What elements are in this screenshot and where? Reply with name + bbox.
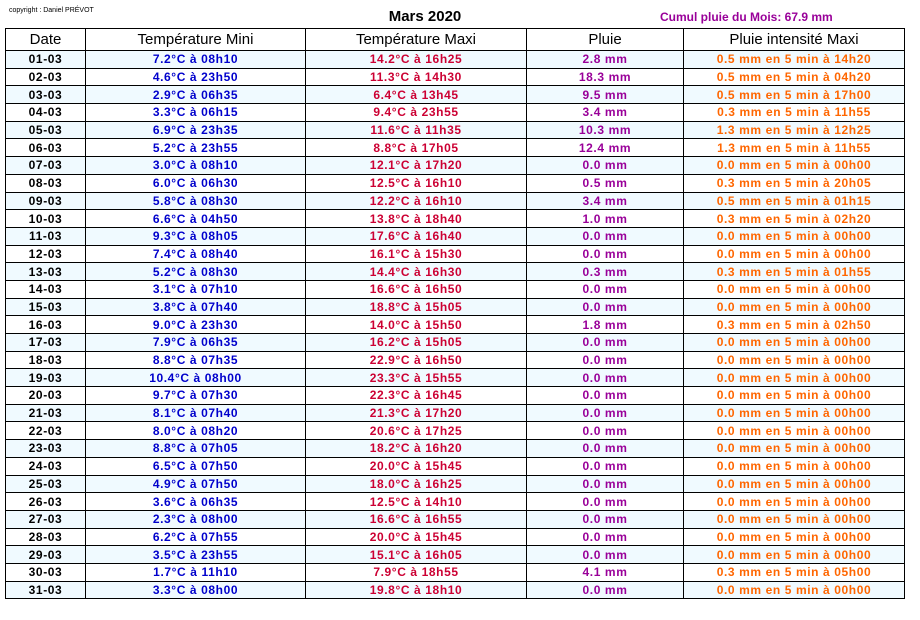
- cell-date: 11-03: [6, 227, 86, 245]
- cell-temp-max: 11.6°C à 11h35: [306, 121, 527, 139]
- cell-date: 30-03: [6, 563, 86, 581]
- table-row: [6, 86, 905, 104]
- cell-temp-max: 19.8°C à 18h10: [306, 581, 527, 599]
- cell-date: 26-03: [6, 493, 86, 511]
- cell-temp-max: 21.3°C à 17h20: [306, 404, 527, 422]
- table-row: [6, 440, 905, 458]
- table-row: [6, 280, 905, 298]
- cell-temp-max: 16.1°C à 15h30: [306, 245, 527, 263]
- cell-date: 21-03: [6, 404, 86, 422]
- header-temp-min: Température Mini: [86, 29, 306, 51]
- cell-rain-intensity: 0.0 mm en 5 min à 00h00: [684, 369, 905, 387]
- table-row: [6, 298, 905, 316]
- cell-rain: 0.0 mm: [527, 404, 684, 422]
- cell-rain-intensity: 0.0 mm en 5 min à 00h00: [684, 581, 905, 599]
- header-date: Date: [6, 29, 86, 51]
- cell-rain: 0.0 mm: [527, 351, 684, 369]
- cell-date: 06-03: [6, 139, 86, 157]
- cell-rain-intensity: 1.3 mm en 5 min à 11h55: [684, 139, 905, 157]
- cell-date: 17-03: [6, 334, 86, 352]
- cell-temp-min: 6.5°C à 07h50: [86, 457, 306, 475]
- cell-date: 23-03: [6, 440, 86, 458]
- cell-temp-max: 12.1°C à 17h20: [306, 157, 527, 175]
- cell-rain-intensity: 0.0 mm en 5 min à 00h00: [684, 493, 905, 511]
- cell-temp-max: 17.6°C à 16h40: [306, 227, 527, 245]
- cell-rain: 10.3 mm: [527, 121, 684, 139]
- cell-temp-min: 8.1°C à 07h40: [86, 404, 306, 422]
- cell-rain: 0.0 mm: [527, 528, 684, 546]
- table-row: [6, 493, 905, 511]
- cell-rain: 0.0 mm: [527, 510, 684, 528]
- table-row: [6, 404, 905, 422]
- cell-rain-intensity: 0.3 mm en 5 min à 02h50: [684, 316, 905, 334]
- cell-temp-max: 14.4°C à 16h30: [306, 263, 527, 281]
- cell-rain: 3.4 mm: [527, 104, 684, 122]
- cell-temp-min: 9.3°C à 08h05: [86, 227, 306, 245]
- cell-date: 27-03: [6, 510, 86, 528]
- cell-date: 10-03: [6, 210, 86, 228]
- table-row: [6, 68, 905, 86]
- cell-rain-intensity: 1.3 mm en 5 min à 12h25: [684, 121, 905, 139]
- cell-rain-intensity: 0.3 mm en 5 min à 05h00: [684, 563, 905, 581]
- cell-rain: 1.0 mm: [527, 210, 684, 228]
- cell-date: 31-03: [6, 581, 86, 599]
- cell-date: 07-03: [6, 157, 86, 175]
- cell-temp-min: 3.6°C à 06h35: [86, 493, 306, 511]
- cell-temp-min: 6.6°C à 04h50: [86, 210, 306, 228]
- header-rain-intensity: Pluie intensité Maxi: [684, 29, 905, 51]
- cell-rain-intensity: 0.0 mm en 5 min à 00h00: [684, 422, 905, 440]
- cell-rain-intensity: 0.5 mm en 5 min à 01h15: [684, 192, 905, 210]
- cell-temp-min: 6.0°C à 06h30: [86, 174, 306, 192]
- cell-rain-intensity: 0.0 mm en 5 min à 00h00: [684, 351, 905, 369]
- table-row: [6, 457, 905, 475]
- header-temp-max: Température Maxi: [306, 29, 527, 51]
- cell-date: 09-03: [6, 192, 86, 210]
- cell-rain-intensity: 0.0 mm en 5 min à 00h00: [684, 457, 905, 475]
- cell-rain: 0.0 mm: [527, 227, 684, 245]
- cell-rain-intensity: 0.5 mm en 5 min à 14h20: [684, 51, 905, 69]
- cell-temp-min: 3.1°C à 07h10: [86, 280, 306, 298]
- cell-rain: 18.3 mm: [527, 68, 684, 86]
- cell-temp-max: 18.0°C à 16h25: [306, 475, 527, 493]
- cell-temp-min: 5.8°C à 08h30: [86, 192, 306, 210]
- cell-temp-min: 9.7°C à 07h30: [86, 387, 306, 405]
- table-row: [6, 351, 905, 369]
- cell-rain: 2.8 mm: [527, 51, 684, 69]
- cell-rain-intensity: 0.0 mm en 5 min à 00h00: [684, 546, 905, 564]
- cell-temp-max: 20.0°C à 15h45: [306, 457, 527, 475]
- cell-date: 28-03: [6, 528, 86, 546]
- cell-rain-intensity: 0.0 mm en 5 min à 00h00: [684, 440, 905, 458]
- cell-rain-intensity: 0.0 mm en 5 min à 00h00: [684, 157, 905, 175]
- cell-date: 15-03: [6, 298, 86, 316]
- cell-rain-intensity: 0.0 mm en 5 min à 00h00: [684, 227, 905, 245]
- cell-date: 29-03: [6, 546, 86, 564]
- cell-temp-max: 16.2°C à 15h05: [306, 334, 527, 352]
- cell-rain-intensity: 0.3 mm en 5 min à 11h55: [684, 104, 905, 122]
- cell-temp-max: 20.6°C à 17h25: [306, 422, 527, 440]
- page-title: Mars 2020: [388, 8, 462, 25]
- table-row: [6, 369, 905, 387]
- cell-date: 02-03: [6, 68, 86, 86]
- cell-temp-min: 3.3°C à 08h00: [86, 581, 306, 599]
- cell-temp-max: 8.8°C à 17h05: [306, 139, 527, 157]
- cell-temp-min: 6.9°C à 23h35: [86, 121, 306, 139]
- cell-temp-max: 9.4°C à 23h55: [306, 104, 527, 122]
- cell-temp-max: 6.4°C à 13h45: [306, 86, 527, 104]
- cell-temp-max: 16.6°C à 16h55: [306, 510, 527, 528]
- cell-rain: 0.0 mm: [527, 546, 684, 564]
- header-rain: Pluie: [527, 29, 684, 51]
- table-row: [6, 227, 905, 245]
- cell-rain-intensity: 0.5 mm en 5 min à 17h00: [684, 86, 905, 104]
- table-row: [6, 104, 905, 122]
- cell-temp-max: 16.6°C à 16h50: [306, 280, 527, 298]
- cell-date: 13-03: [6, 263, 86, 281]
- cell-date: 19-03: [6, 369, 86, 387]
- cell-temp-max: 14.0°C à 15h50: [306, 316, 527, 334]
- table-row: [6, 387, 905, 405]
- cell-date: 24-03: [6, 457, 86, 475]
- cell-rain-intensity: 0.0 mm en 5 min à 00h00: [684, 475, 905, 493]
- cell-rain: 0.0 mm: [527, 493, 684, 511]
- table-row: [6, 245, 905, 263]
- cell-temp-min: 5.2°C à 23h55: [86, 139, 306, 157]
- cell-temp-max: 12.5°C à 16h10: [306, 174, 527, 192]
- header-row: [6, 29, 905, 51]
- cell-rain: 4.1 mm: [527, 563, 684, 581]
- cell-temp-min: 4.6°C à 23h50: [86, 68, 306, 86]
- cell-temp-min: 7.2°C à 08h10: [86, 51, 306, 69]
- table-row: [6, 563, 905, 581]
- cell-temp-min: 2.9°C à 06h35: [86, 86, 306, 104]
- table-row: [6, 546, 905, 564]
- cell-temp-min: 6.2°C à 07h55: [86, 528, 306, 546]
- cell-temp-max: 14.2°C à 16h25: [306, 51, 527, 69]
- cell-temp-max: 15.1°C à 16h05: [306, 546, 527, 564]
- cell-rain-intensity: 0.0 mm en 5 min à 00h00: [684, 334, 905, 352]
- cell-rain: 0.0 mm: [527, 457, 684, 475]
- cell-date: 18-03: [6, 351, 86, 369]
- table-row: [6, 263, 905, 281]
- cell-temp-max: 7.9°C à 18h55: [306, 563, 527, 581]
- cell-rain: 1.8 mm: [527, 316, 684, 334]
- table-row: [6, 139, 905, 157]
- cell-temp-min: 2.3°C à 08h00: [86, 510, 306, 528]
- cell-temp-max: 20.0°C à 15h45: [306, 528, 527, 546]
- cell-date: 03-03: [6, 86, 86, 104]
- cell-temp-min: 1.7°C à 11h10: [86, 563, 306, 581]
- table-row: [6, 422, 905, 440]
- cell-rain-intensity: 0.3 mm en 5 min à 02h20: [684, 210, 905, 228]
- cell-temp-max: 18.2°C à 16h20: [306, 440, 527, 458]
- cell-temp-min: 3.8°C à 07h40: [86, 298, 306, 316]
- cell-date: 08-03: [6, 174, 86, 192]
- cell-rain: 0.0 mm: [527, 369, 684, 387]
- cell-rain-intensity: 0.0 mm en 5 min à 00h00: [684, 510, 905, 528]
- cell-rain: 0.3 mm: [527, 263, 684, 281]
- table-row: [6, 157, 905, 175]
- weather-table: [5, 28, 905, 599]
- cell-temp-min: 7.9°C à 06h35: [86, 334, 306, 352]
- cell-temp-min: 4.9°C à 07h50: [86, 475, 306, 493]
- cell-date: 16-03: [6, 316, 86, 334]
- cell-rain: 0.0 mm: [527, 157, 684, 175]
- cell-temp-max: 12.5°C à 14h10: [306, 493, 527, 511]
- cell-rain: 0.0 mm: [527, 440, 684, 458]
- cell-rain-intensity: 0.0 mm en 5 min à 00h00: [684, 298, 905, 316]
- cell-rain: 0.0 mm: [527, 245, 684, 263]
- cell-temp-max: 11.3°C à 14h30: [306, 68, 527, 86]
- cell-rain-intensity: 0.0 mm en 5 min à 00h00: [684, 404, 905, 422]
- cell-rain-intensity: 0.0 mm en 5 min à 00h00: [684, 245, 905, 263]
- table-row: [6, 334, 905, 352]
- table-row: [6, 192, 905, 210]
- table-row: [6, 210, 905, 228]
- table-row: [6, 174, 905, 192]
- cell-rain-intensity: 0.3 mm en 5 min à 20h05: [684, 174, 905, 192]
- cell-rain: 0.0 mm: [527, 298, 684, 316]
- cell-date: 22-03: [6, 422, 86, 440]
- cell-date: 14-03: [6, 280, 86, 298]
- cell-temp-min: 3.0°C à 08h10: [86, 157, 306, 175]
- cell-rain-intensity: 0.0 mm en 5 min à 00h00: [684, 280, 905, 298]
- cell-rain-intensity: 0.5 mm en 5 min à 04h20: [684, 68, 905, 86]
- cell-date: 05-03: [6, 121, 86, 139]
- cell-date: 01-03: [6, 51, 86, 69]
- cell-rain-intensity: 0.3 mm en 5 min à 01h55: [684, 263, 905, 281]
- table-row: [6, 475, 905, 493]
- cell-temp-max: 12.2°C à 16h10: [306, 192, 527, 210]
- table-row: [6, 121, 905, 139]
- table-row: [6, 528, 905, 546]
- cell-rain: 0.0 mm: [527, 387, 684, 405]
- copyright-text: copyright : Daniel PRÉVOT: [9, 7, 94, 14]
- cell-temp-min: 3.5°C à 23h55: [86, 546, 306, 564]
- cell-temp-min: 5.2°C à 08h30: [86, 263, 306, 281]
- cell-temp-min: 8.8°C à 07h35: [86, 351, 306, 369]
- cell-rain: 0.5 mm: [527, 174, 684, 192]
- cell-rain: 9.5 mm: [527, 86, 684, 104]
- table-row: [6, 581, 905, 599]
- monthly-rain-total: Cumul pluie du Mois: 67.9 mm: [660, 10, 833, 24]
- cell-temp-max: 22.9°C à 16h50: [306, 351, 527, 369]
- cell-rain-intensity: 0.0 mm en 5 min à 00h00: [684, 528, 905, 546]
- cell-temp-min: 8.8°C à 07h05: [86, 440, 306, 458]
- cell-temp-max: 18.8°C à 15h05: [306, 298, 527, 316]
- cell-temp-min: 8.0°C à 08h20: [86, 422, 306, 440]
- cell-date: 12-03: [6, 245, 86, 263]
- cell-date: 20-03: [6, 387, 86, 405]
- cell-temp-max: 13.8°C à 18h40: [306, 210, 527, 228]
- cell-temp-max: 23.3°C à 15h55: [306, 369, 527, 387]
- cell-rain: 0.0 mm: [527, 475, 684, 493]
- cell-rain: 12.4 mm: [527, 139, 684, 157]
- cell-date: 04-03: [6, 104, 86, 122]
- cell-rain-intensity: 0.0 mm en 5 min à 00h00: [684, 387, 905, 405]
- table-row: [6, 51, 905, 69]
- table-row: [6, 510, 905, 528]
- cell-rain: 3.4 mm: [527, 192, 684, 210]
- table-body: [6, 51, 905, 599]
- cell-temp-max: 22.3°C à 16h45: [306, 387, 527, 405]
- cell-rain: 0.0 mm: [527, 334, 684, 352]
- cell-rain: 0.0 mm: [527, 422, 684, 440]
- cell-date: 25-03: [6, 475, 86, 493]
- cell-temp-min: 9.0°C à 23h30: [86, 316, 306, 334]
- cell-rain: 0.0 mm: [527, 581, 684, 599]
- table-row: [6, 316, 905, 334]
- cell-rain: 0.0 mm: [527, 280, 684, 298]
- cell-temp-min: 10.4°C à 08h00: [86, 369, 306, 387]
- cell-temp-min: 3.3°C à 06h15: [86, 104, 306, 122]
- cell-temp-min: 7.4°C à 08h40: [86, 245, 306, 263]
